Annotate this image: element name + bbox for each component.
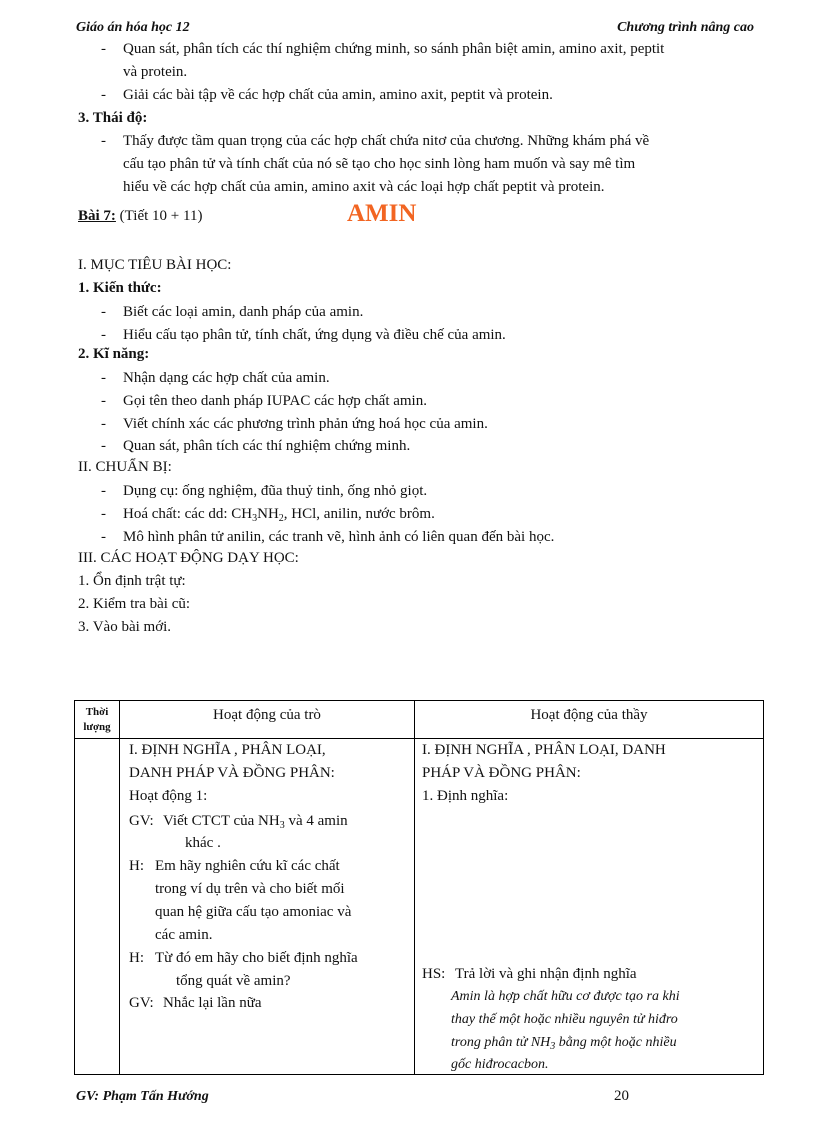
h2-label: H: <box>129 950 144 966</box>
teacher-subheading: 1. Định nghĩa: <box>422 788 509 804</box>
header-teacher: Hoạt động của thầy <box>415 701 764 739</box>
attitude-line: cấu tạo phân tử và tính chất của nó sẽ tạo cho học sinh lòng ham muốn và say mê tìm <box>123 156 636 172</box>
preparation-models: Mô hình phân tử anilin, các tranh vẽ, hình ảnh có liên quan đến bài học. <box>123 529 555 545</box>
student-activity: Hoạt động 1: <box>129 788 208 804</box>
gv1-label: GV: <box>129 813 154 829</box>
h1-line: quan hệ giữa cấu tạo amoniac và <box>155 904 352 920</box>
activity-step: 1. Ổn định trật tự: <box>78 573 186 589</box>
gv2-text: Nhắc lại lần nữa <box>163 995 262 1011</box>
lesson-periods: (Tiết 10 + 11) <box>119 208 203 224</box>
lesson-label: Bài 7: <box>78 208 116 224</box>
header-right: Chương trình nâng cao <box>617 20 754 35</box>
bullet-text-continued: và protein. <box>123 64 188 80</box>
skills-item: Nhận dạng các hợp chất của amin. <box>123 370 330 386</box>
bullet-dash: - <box>101 438 106 454</box>
definition-line: thay thế một hoặc nhiều nguyên tử hiđro <box>451 1012 678 1027</box>
knowledge-heading: 1. Kiến thức: <box>78 280 162 296</box>
page-number: 20 <box>614 1088 629 1104</box>
hs-text: Trả lời và ghi nhận định nghĩa <box>455 966 637 982</box>
h1-label: H: <box>129 858 144 874</box>
time-cell <box>75 739 120 1075</box>
activity-step: 3. Vào bài mới. <box>78 619 172 635</box>
bullet-dash: - <box>101 506 106 522</box>
bullet-text: Giải các bài tập về các hợp chất của amin, amino axit, peptit và protein. <box>123 87 553 103</box>
definition-line: Amin là hợp chất hữu cơ được tạo ra khi <box>451 989 680 1004</box>
bullet-dash: - <box>101 133 106 149</box>
bullet-dash: - <box>101 41 106 57</box>
header-student: Hoạt động của trò <box>120 701 415 739</box>
hs-label: HS: <box>422 966 446 982</box>
bullet-dash: - <box>101 327 106 343</box>
student-title-2: DANH PHÁP VÀ ĐỒNG PHÂN: <box>129 765 335 781</box>
header-time: Thời lượng <box>75 701 120 739</box>
skills-heading: 2. Kĩ năng: <box>78 346 150 362</box>
definition-line: trong phân tử $NH_3$ bằng một hoặc nhiều <box>451 1035 677 1052</box>
bullet-dash: - <box>101 416 106 432</box>
preparation-chemicals: Hoá chất: các dd: $CH_3NH_2$, HCl, anilin, nước brôm. <box>123 506 435 524</box>
knowledge-item: Biết các loại amin, danh pháp của amin. <box>123 304 364 320</box>
bullet-dash: - <box>101 483 106 499</box>
gv1-text: Viết CTCT của $NH_3$ và 4 amin <box>163 813 348 831</box>
attitude-line: hiểu về các hợp chất của amin, amino axit và các loại hợp chất peptit và protein. <box>123 179 605 195</box>
h1-line: các amin. <box>155 927 213 943</box>
header-left: Giáo án hóa học 12 <box>76 20 190 35</box>
h1-line: Em hãy nghiên cứu kĩ các chất <box>155 858 340 874</box>
bullet-dash: - <box>101 304 106 320</box>
skills-item: Quan sát, phân tích các thí nghiệm chứng minh. <box>123 438 411 454</box>
h2-line: Từ đó em hãy cho biết định nghĩa <box>155 950 358 966</box>
teacher-cell <box>415 739 764 1075</box>
bullet-dash: - <box>101 370 106 386</box>
activities-heading: III. CÁC HOẠT ĐỘNG DẠY HỌC: <box>78 550 299 566</box>
teacher-title-2: PHÁP VÀ ĐỒNG PHÂN: <box>422 765 581 781</box>
lesson-table <box>74 700 764 1075</box>
objectives-heading: I. MỤC TIÊU BÀI HỌC: <box>78 257 232 273</box>
bullet-dash: - <box>101 529 106 545</box>
teacher-title-1: I. ĐỊNH NGHĨA , PHÂN LOẠI, DANH <box>422 742 666 758</box>
student-title-1: I. ĐỊNH NGHĨA , PHÂN LOẠI, <box>129 742 326 758</box>
skills-item: Viết chính xác các phương trình phản ứng hoá học của amin. <box>123 416 488 432</box>
footer-teacher: GV: Phạm Tấn Hướng <box>76 1089 209 1104</box>
activity-step: 2. Kiểm tra bài cũ: <box>78 596 191 612</box>
knowledge-item: Hiểu cấu tạo phân tử, tính chất, ứng dụng và điều chế của amin. <box>123 327 506 343</box>
bullet-dash: - <box>101 393 106 409</box>
skills-item: Gọi tên theo danh pháp IUPAC các hợp chất amin. <box>123 393 427 409</box>
h1-line: trong ví dụ trên và cho biết mối <box>155 881 345 897</box>
definition-line: gốc hiđrocacbon. <box>451 1057 549 1072</box>
lesson-line <box>78 208 202 225</box>
attitude-heading: 3. Thái độ: <box>78 110 148 126</box>
student-cell <box>120 739 415 1075</box>
bullet-dash: - <box>101 87 106 103</box>
preparation-heading: II. CHUẨN BỊ: <box>78 459 172 475</box>
h2-line: tổng quát về amin? <box>176 973 291 989</box>
bullet-text: Quan sát, phân tích các thí nghiệm chứng minh, so sánh phân biệt amin, amino axit, peptit <box>123 41 665 57</box>
attitude-line: Thấy được tầm quan trọng của các hợp chất chứa nitơ của chương. Những khám phá về <box>123 133 650 149</box>
gv2-label: GV: <box>129 995 154 1011</box>
gv1-text-continued: khác . <box>185 835 221 851</box>
preparation-tools: Dụng cụ: ống nghiệm, đũa thuỷ tinh, ống nhỏ giọt. <box>123 483 428 499</box>
lesson-title: AMIN <box>347 200 417 227</box>
